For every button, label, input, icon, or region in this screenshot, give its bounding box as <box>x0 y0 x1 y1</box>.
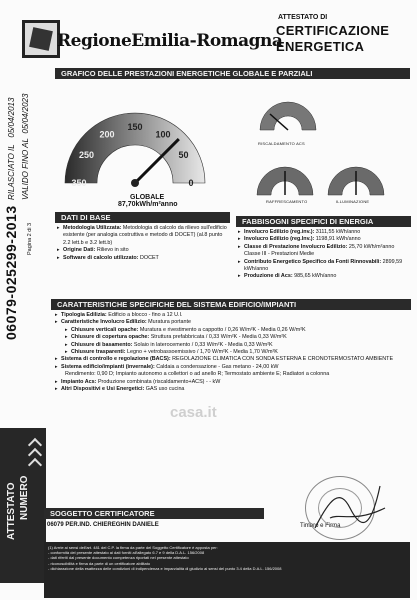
list-item: ▸ Involucro Edilizio (reg.Inv.): 1198,91 kWh/anno <box>238 236 410 243</box>
list-item: ▸ Metodologia Utilizzata: Metodologia di calcolo da rilievo sull'edificio esistente (per analogia costruttiva e metodo di DOCET) (al.8 punto 2.2 lett.b e 3.2 lett.b) <box>57 225 229 247</box>
list-item: ▸ Altri Dispositivi e Usi Energetici: GAS uso cucina <box>55 386 410 393</box>
signature <box>310 478 390 538</box>
acs-gauge-caption: RISCALDAMENTO ACS <box>258 141 305 146</box>
gauge-tick-label: 250 <box>78 150 95 160</box>
region-name: RegioneEmilia-Romagna <box>57 31 283 51</box>
list-item: ▸ Produzione di Acs: 985,65 kWh/anno <box>238 273 410 280</box>
footer-line: - conformità del presente attestato ai dati forniti all'allegato 6.7 e 9 della D.A.L. 156/2008 <box>48 550 205 556</box>
subject-section-title: SOGGETTO CERTIFICATORE <box>44 508 264 519</box>
stamp-label-attestato: ATTESTATO <box>6 482 17 540</box>
energy-needs-title: FABBISOGNI SPECIFICI DI ENERGIA <box>236 216 411 227</box>
list-item: ▸ Sistema edificio/impianti (invernale): Caldaia a condensazione - Gas metano - 24,00 kW <box>55 364 410 371</box>
certificate-title-line2: ENERGETICA <box>276 39 365 54</box>
stamp-signature-label: Timbro e Firma <box>300 523 341 529</box>
list-item: ▸ Involucro Edilizio (reg.inv.): 3111,55 kWh/anno <box>238 229 410 236</box>
system-section-title: CARATTERISTICHE SPECIFICHE DEL SISTEMA EDIFICIO/IMPIANTI <box>51 299 411 310</box>
cooling-gauge-caption: RAFFRESCAMENTO <box>266 199 308 204</box>
list-item: ▸ Contributo Energetico Specifico da Fonti Rinnovabili: 2899,59 kWh/anno <box>238 259 410 274</box>
gauge-tick-label: 50 <box>178 150 189 160</box>
graph-section-title: GRAFICO DELLE PRESTAZIONI ENERGETICHE GLOBALE E PARZIALI <box>55 68 410 79</box>
gauge-tick-label: 100 <box>155 129 171 140</box>
base-data-list <box>57 225 229 262</box>
energy-needs-list <box>238 229 410 281</box>
gauge-tick-label: 150 <box>127 122 143 132</box>
list-item: ▸ Chiusure di basamento: Solaio in laterocemento / 0,33 W/m²K - Media 0,33 W/m²K <box>65 342 410 349</box>
list-item: ▸ Sistema di controllo e regolazione (BACS): REGOLAZIONE CLIMATICA CON SONDA ESTERNA E CRONOTERMOSTATO AMBIENTE <box>55 356 410 363</box>
system-list <box>55 312 410 393</box>
valid-until-date: VALIDO FINO AL 05/04/2023 <box>21 93 30 200</box>
certificate-kicker: ATTESTATO DI <box>278 14 328 21</box>
footer-line: (1) Arrrie ai sensi dell'art. 481 del C.P. la firma da parte del Soggetto Certificatore è apposta per: <box>48 545 218 550</box>
footer-notes <box>44 542 410 598</box>
list-item: ▸ Tipologia Edilizia: Edificio a blocco - fino a 12 U.I. <box>55 312 410 319</box>
global-gauge <box>55 83 215 195</box>
gauge-tick-label: 0 <box>188 178 194 188</box>
issued-date: RILASCIATO IL 05/04/2013 <box>7 97 16 200</box>
certifier-name: 06079 PER.IND. CHIEREGHIN DANIELE <box>47 522 159 528</box>
gauge-label: GLOBALE <box>130 194 165 201</box>
list-item: ▸ Software di calcolo utilizzato: DOCET <box>57 255 229 262</box>
list-item: ▸ Impianto Acs: Produzione combinata (riscaldamento+ACS) - - kW <box>55 379 410 386</box>
lighting-gauge <box>326 165 386 197</box>
watermark: casa.it <box>170 404 217 421</box>
list-item: ▸ Classe di Prestazione Involucro Edilizio: 25,70 kWh/m²anno Classe III - Prestazioni Medie <box>238 244 410 259</box>
certificate-code: 06079-025299-2013 <box>3 205 19 340</box>
list-item: ▸ Caratteristiche Involucro Edilizio: Muratura portante <box>55 319 410 326</box>
stamp-label-numero: NUMERO <box>19 475 30 520</box>
footer-line: - dichiarazione della esattezza delle condizioni di indipendenza e imparzialità di giudizio ai sensi del punto 3.4 della D.A.L. 156/2008 <box>48 565 282 571</box>
footer-line: - dati riferiti dal presente documento competenza riportati nel presente attestato <box>48 555 189 561</box>
gauge-value: 87,70kWh/m²anno <box>118 201 178 208</box>
region-logo-icon <box>22 20 60 58</box>
list-item: ▸ Chiusure di copertura opache: Struttura prefabbricata / 0,33 W/m²K - Media 0,33 W/m²K <box>65 334 410 341</box>
lighting-gauge-caption: ILLUMINAZIONE <box>336 199 370 204</box>
list-item: ▸ Origine Dati: Rilievo in sito <box>57 247 229 254</box>
gauge-tick-label: 200 <box>99 129 115 140</box>
gauge-hub <box>131 179 139 187</box>
list-item: ▸ Chiusure trasparenti: Legno + vetrobassoemissivo / 1,70 W/m²K - Media 1,70 W/m²K <box>65 349 410 356</box>
acs-gauge <box>258 100 318 132</box>
base-data-title: DATI DI BASE <box>55 212 230 223</box>
cooling-gauge <box>255 165 315 197</box>
footer-line: - riconoscibilità e firma da parte di un certificatore abilitato <box>48 560 151 566</box>
list-item: ▸ Chiusure verticali opache: Muratura e rivestimento a cappotto / 0,26 W/m²K - Media 0,26 W/m²K <box>65 327 410 334</box>
certificate-title-line1: CERTIFICAZIONE <box>276 23 390 38</box>
gauge-tick-label: 350 <box>71 178 87 188</box>
list-item-continuation: Rendimento: 0,90 D; Impianto autonomo a collettori o ad anello R; Termostato ambiente E; Radiatori a colonna <box>65 371 330 378</box>
page-number: Pagina 2 di 3 <box>27 222 33 255</box>
